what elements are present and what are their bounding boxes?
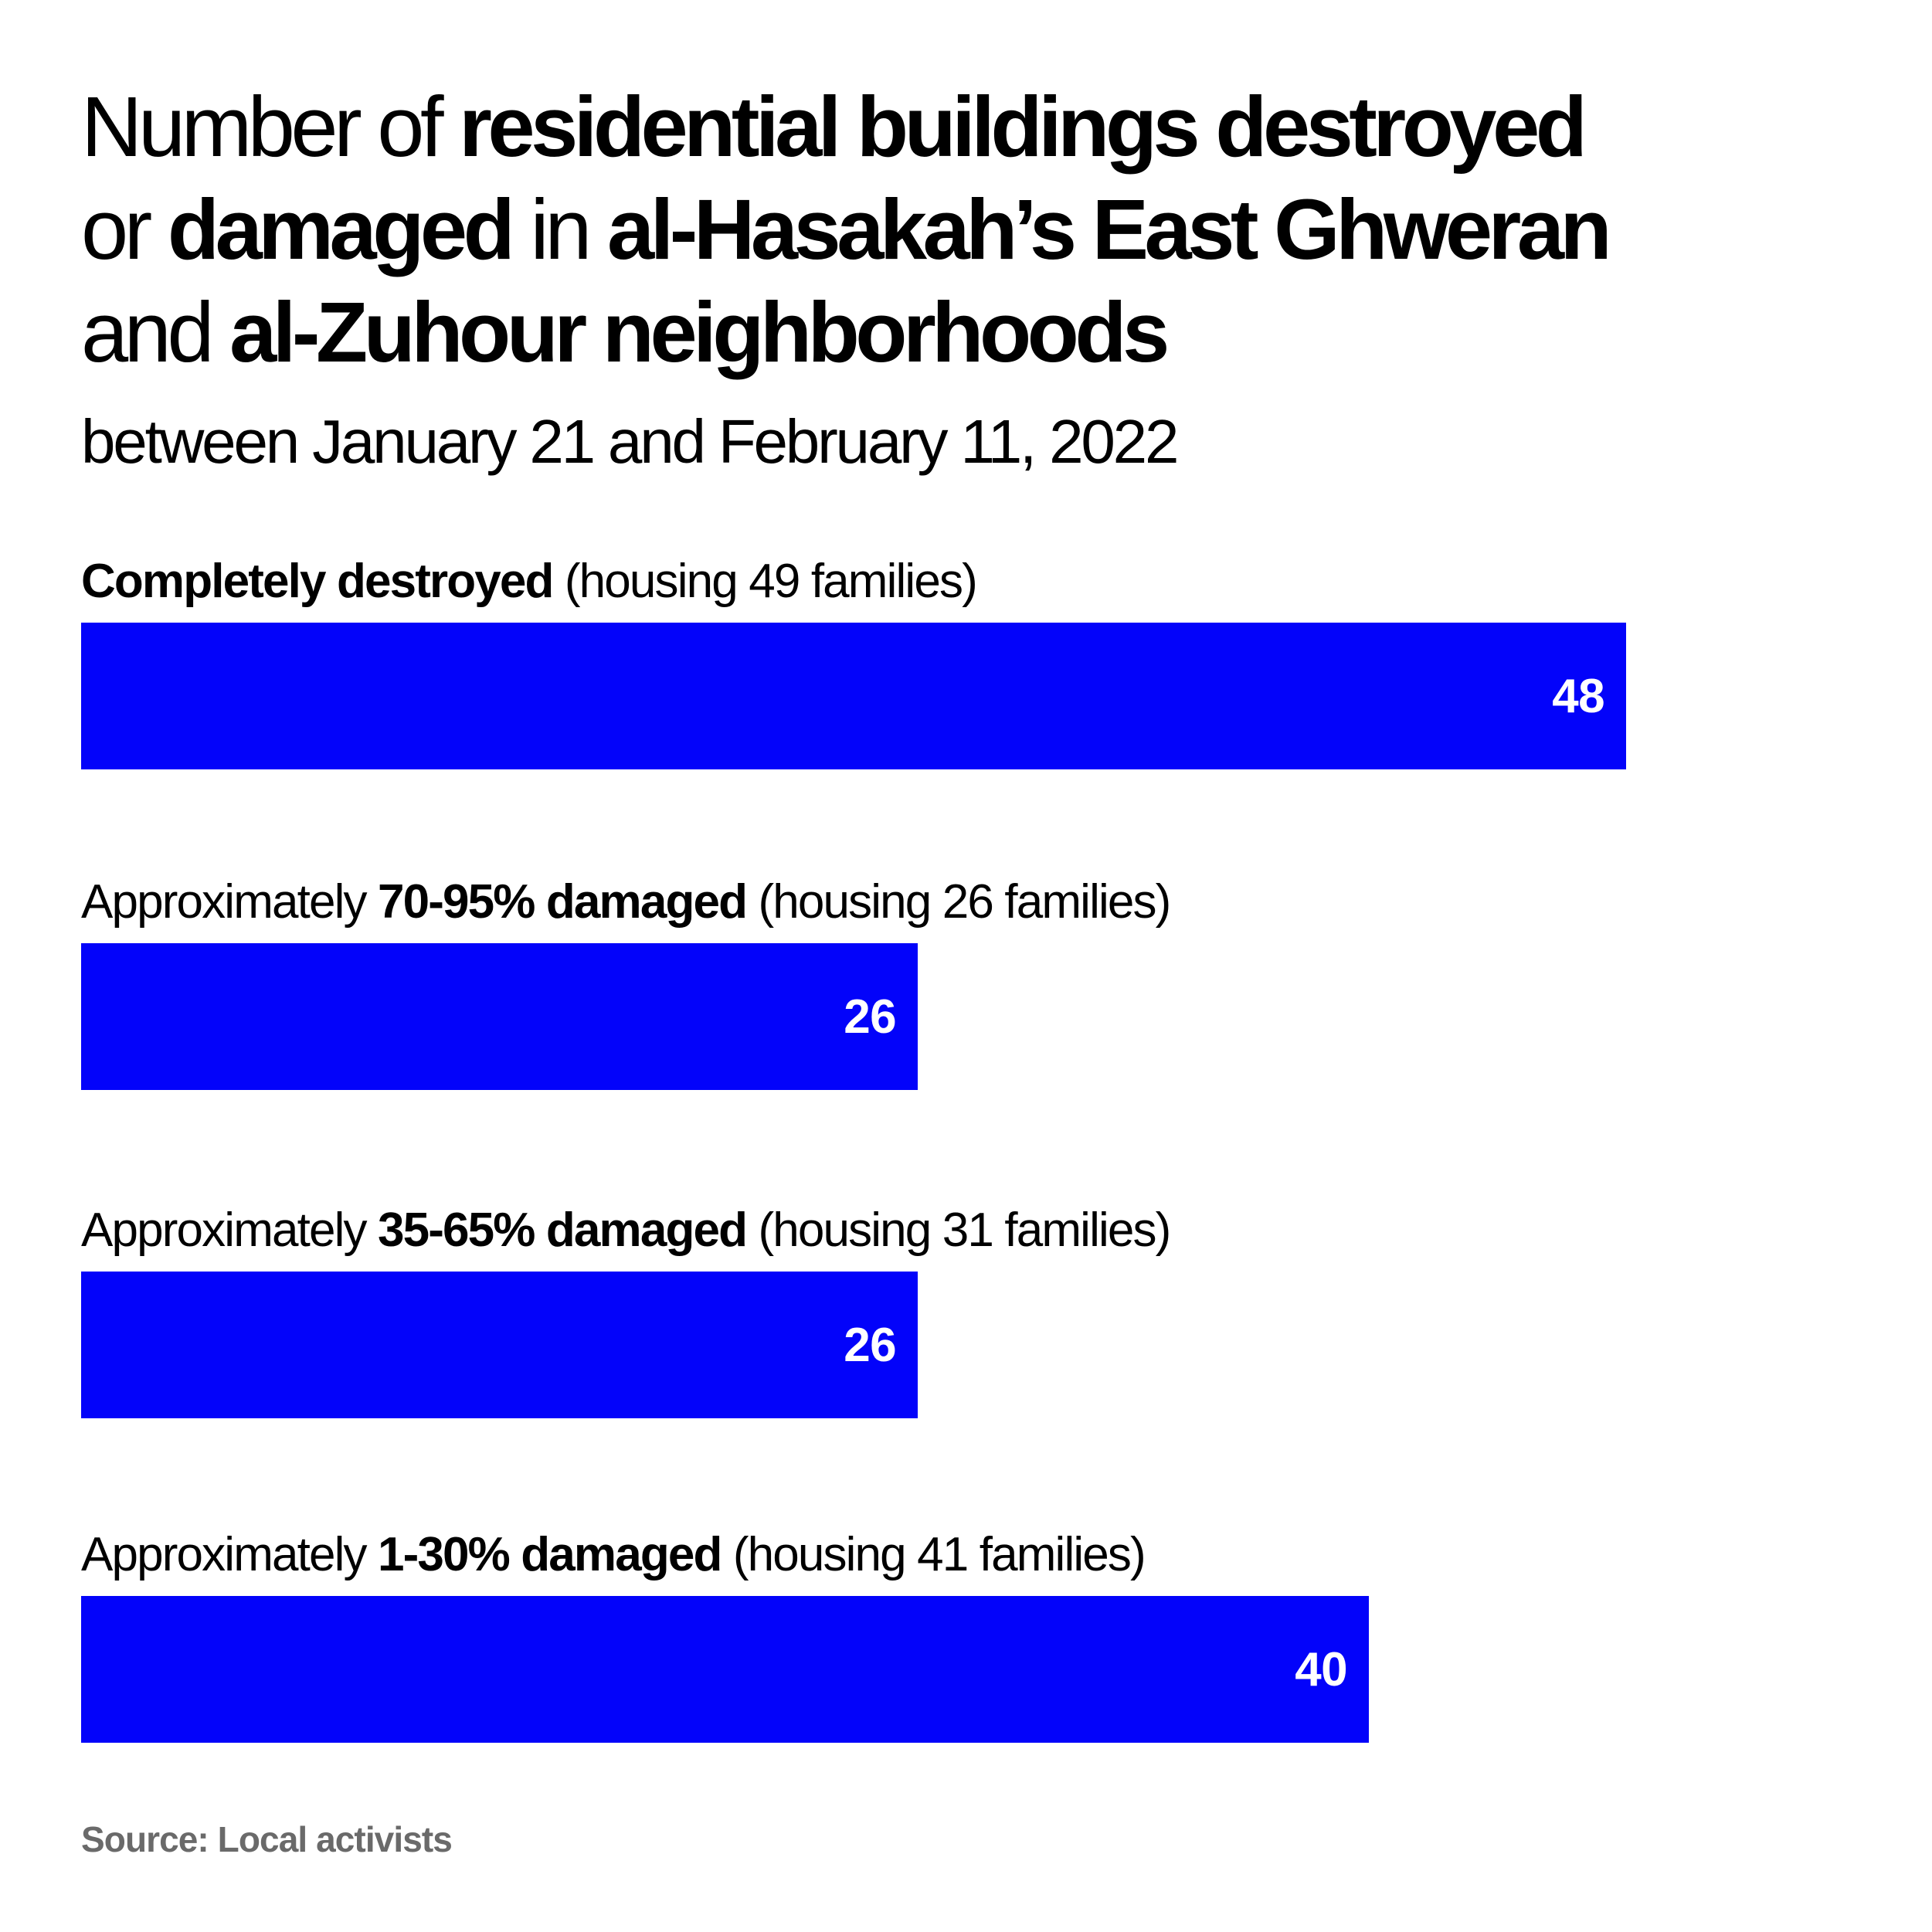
label-segment: (housing 31 families): [746, 1204, 1170, 1257]
label-segment: (housing 49 families): [552, 555, 976, 608]
bar-row: [81, 875, 1170, 1090]
chart-title-line: [81, 281, 1881, 384]
label-segment-bold: al-Zuhour neighborhoods: [229, 285, 1166, 380]
chart-subtitle: between January 21 and February 11, 2022: [81, 407, 1177, 476]
bar: [81, 1596, 1369, 1743]
chart-title: [81, 76, 1881, 384]
label-segment-bold: damaged: [167, 182, 511, 277]
label-segment: in: [511, 182, 608, 277]
label-segment-bold: 70-95% damaged: [378, 875, 747, 929]
label-segment: Approximately: [81, 1204, 379, 1257]
bar-row: [81, 555, 1626, 769]
label-segment: (housing 26 families): [746, 875, 1170, 929]
chart-title-line: [81, 178, 1881, 281]
label-segment-bold: Completely destroyed: [81, 555, 553, 608]
bar: [81, 1272, 918, 1418]
bar-value-label: 26: [844, 990, 896, 1044]
bar-label: [81, 1528, 1369, 1581]
label-segment-bold: 35-65% damaged: [378, 1204, 747, 1257]
label-segment: or: [81, 182, 168, 277]
bar-value-label: 48: [1552, 669, 1604, 723]
bar-value-label: 26: [844, 1318, 896, 1372]
label-segment-bold: 1-30% damaged: [378, 1528, 722, 1581]
bar-row: [81, 1204, 1170, 1418]
label-segment-bold: al-Hasakah’s East Ghweran: [607, 182, 1608, 277]
bar: [81, 943, 918, 1090]
bar-label: [81, 1204, 1170, 1257]
label-segment: and: [81, 285, 230, 380]
label-segment-bold: residential buildings destroyed: [459, 80, 1584, 175]
bar-row: [81, 1528, 1369, 1743]
chart-title-line: [81, 76, 1881, 178]
label-segment: Number of: [81, 80, 460, 175]
bar-value-label: 40: [1295, 1642, 1347, 1696]
label-segment: (housing 41 families): [721, 1528, 1145, 1581]
source-note: Source: Local activists: [81, 1819, 452, 1859]
label-segment: Approximately: [81, 875, 379, 929]
bar-label: [81, 555, 1626, 608]
bar-label: [81, 875, 1170, 929]
bar: [81, 623, 1626, 769]
label-segment: Approximately: [81, 1528, 379, 1581]
